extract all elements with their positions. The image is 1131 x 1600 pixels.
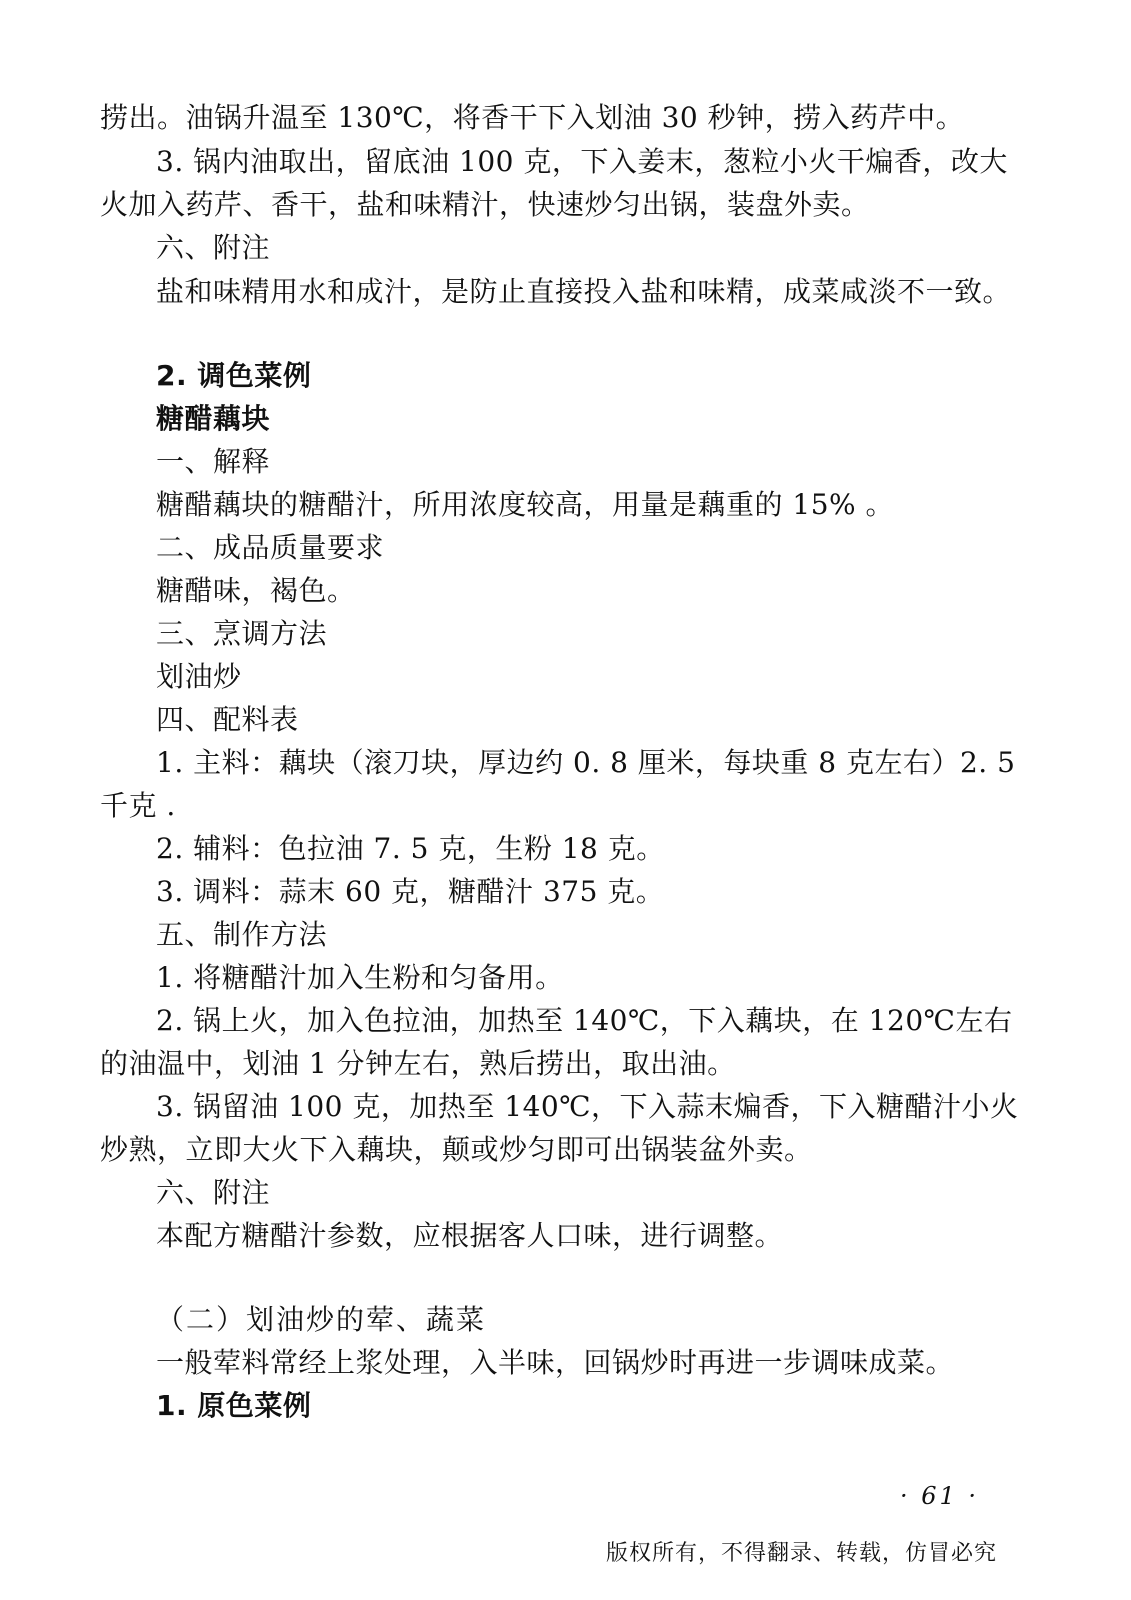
paragraph-main-ingredient: 1. 主料：藕块（滚刀块，厚边约 0. 8 厘米，每块重 8 克左右）2. 5 千克 .: [100, 746, 1016, 822]
heading-explanation: 一、解释: [156, 445, 271, 478]
paragraph-notes-2: 本配方糖醋汁参数，应根据客人口味，进行调整。: [156, 1219, 784, 1252]
paragraph-notes-text: 盐和味精用水和成汁，是防止直接投入盐和味精，成菜咸淡不一致。: [156, 275, 1012, 308]
paragraph-prep-step-1: 1. 将糖醋汁加入生粉和匀备用。: [156, 961, 564, 994]
paragraph-auxiliary-ingredient: 2. 辅料：色拉油 7. 5 克，生粉 18 克。: [156, 832, 665, 865]
section-title-meat-vegetables: （二）划油炒的荤、蔬菜: [156, 1303, 487, 1336]
page-number: · 61 ·: [900, 1482, 980, 1510]
paragraph-prep-step-2: 2. 锅上火，加入色拉油，加热至 140℃，下入藕块，在 120℃左右的油温中，划油 1 分钟左右，熟后捞出，取出油。: [100, 1004, 1013, 1080]
heading-ingredients: 四、配料表: [156, 703, 299, 736]
paragraph-explanation: 糖醋藕块的糖醋汁，所用浓度较高，用量是藕重的 15% 。: [156, 488, 895, 521]
heading-quality: 二、成品质量要求: [156, 531, 385, 564]
heading-method: 三、烹调方法: [156, 617, 328, 650]
paragraph-quality: 糖醋味，褐色。: [156, 574, 356, 607]
section-title-original-color: 1. 原色菜例: [156, 1389, 312, 1422]
paragraph-meat-intro: 一般荤料常经上浆处理，入半味，回锅炒时再进一步调味成菜。: [156, 1346, 955, 1379]
copyright-footer: 版权所有，不得翻录、转载，仿冒必究: [606, 1541, 998, 1566]
heading-preparation: 五、制作方法: [156, 918, 328, 951]
heading-notes-2: 六、附注: [156, 1176, 271, 1209]
paragraph-seasoning: 3. 调料：蒜末 60 克，糖醋汁 375 克。: [156, 875, 665, 908]
paragraph-prep-step-3: 3. 锅留油 100 克，加热至 140℃，下入蒜末煸香，下入糖醋汁小火炒熟，立即大火下入藕块，颠或炒匀即可出锅装盆外卖。: [100, 1090, 1019, 1166]
dish-title: 糖醋藕块: [156, 402, 271, 435]
section-title-coloring-examples: 2. 调色菜例: [156, 359, 312, 392]
paragraph-step-3: 3. 锅内油取出，留底油 100 克，下入姜末，葱粒小火干煸香，改大火加入药芹、香干，盐和味精汁，快速炒匀出锅，装盘外卖。: [100, 145, 1008, 221]
paragraph-method: 划油炒: [156, 660, 242, 693]
heading-notes: 六、附注: [156, 231, 271, 264]
paragraph-frying-step: 捞出。油锅升温至 130℃，将香干下入划油 30 秒钟，捞入药芹中。: [100, 101, 965, 134]
